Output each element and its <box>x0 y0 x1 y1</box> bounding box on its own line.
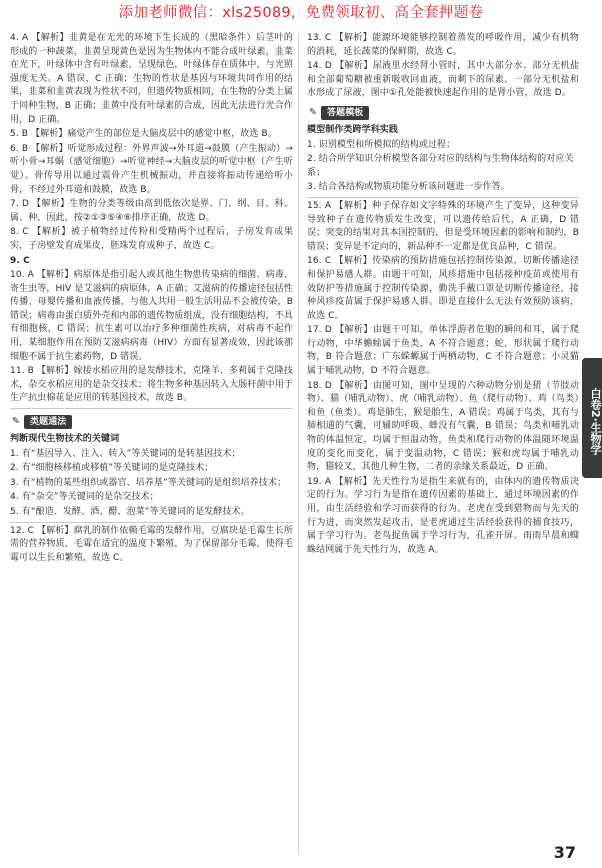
answer-q15: 15. A 【解析】种子保存如文字特殊的环境产生了变异，这种变异导致种子在遗传物质发生改变，可以遗传给后代，A 正确，D 错误；突变的结果对其本国控制的，但是受环境因素的影响和制约，B 错误；变异是不定向的，新品种不一定都是优良品种，C 错误。 <box>307 200 579 252</box>
answer-q8: 8. C 【解析】被子植物经过传粉和受精两个过程后，子房发育成果实，子房壁发育成果皮，胚珠发育成种子，故选 C。 <box>10 227 293 251</box>
tip-box-header <box>10 415 72 429</box>
answer-q16: 16. C 【解析】传染病的预防措施包括控制传染源、切断传播途径和保护易感人群。由题干可知，风疹措施中包括接种疫苗或使用有效防护等措施属于控制传染源，勤洗手戴口罩是切断传播途径，接种风疹疫苗属于保护易感人群。即是直接什么无法有效预防该病，故选 C。 <box>307 256 579 321</box>
tip-badge: 类题通法 <box>24 415 72 429</box>
tip-line: 1. 有“基因导入、注入、转入”等关键词的是转基因技术； <box>10 448 241 459</box>
page-number: 37 <box>553 843 576 862</box>
answer-q14: 14. D 【解析】尿液里水经肾小管时，其中大部分水、部分无机盐和全部葡萄糖被重新吸收回血液，而剩下的尿素、一部分无机盐和水形成了尿液，图中①孔处能被快速起作用的是肾小管，故选 D。 <box>307 61 579 99</box>
template-box-header <box>307 106 369 120</box>
template-box-title: 模型制作类跨学科实践 <box>307 124 399 135</box>
answer-q11: 11. B 【解析】嫁接水稻应用的是发酵技术，克隆羊、多莉属于克隆技术，杂交水稻应用的是杂交技术；将生物多种基因转入大肠杆菌中用于生产抗虫棉花是应用的转基因技术，故选 B。 <box>10 366 293 404</box>
template-line: 1. 识别模型和所模拟的结构或过程； <box>307 139 456 150</box>
template-line: 3. 结合各结构或物质功能分析该问题进一步作答。 <box>307 182 510 193</box>
right-column <box>307 32 579 558</box>
tip-line: 2. 有“细胞核移植或移植”等关键词的是克隆技术； <box>10 463 214 474</box>
pen-icon: ✎ <box>11 416 21 428</box>
tip-box-title: 判断现代生物技术的关键词 <box>10 434 120 445</box>
section-divider <box>307 197 579 198</box>
pen-icon: ✎ <box>308 106 318 118</box>
answer-q7: 7. D 【解析】生物的分类等级由高到低依次是界、门、纲、目、科、属、种，因此，按②①③⑤④⑥排序正确，故选 D。 <box>10 199 293 223</box>
template-line: 2. 结合所学知识分析模型各部分对应的结构与生物体结构的对应关系； <box>307 154 574 178</box>
answer-q6: 6. B 【解析】听觉形成过程：外界声波→外耳道→鼓膜（产生振动）→听小骨→耳蜗（感觉细胞）→听觉神经→大脑皮层的听觉中枢（产生听觉）。骨传导用以通过震骨产生机械振动，并直接将振动传递给听小骨，不经过外耳道和鼓膜，故选 B。 <box>10 143 293 195</box>
answer-q9: 9. C <box>10 255 30 266</box>
column-divider <box>298 34 299 854</box>
volume-side-tab: 白卷2·生物学 <box>582 358 602 478</box>
tip-line: 4. 有“杂交”等关键词的是杂交技术； <box>10 492 159 503</box>
answer-q12: 12. C 【解析】腐乳的制作依赖毛霉的发酵作用，豆腐块是毛霉生长所需的营养物质，毛霉在适宜的温度下繁殖，为了保留部分毛霉，使得毛霉可以生长和繁殖，故选 C。 <box>10 525 293 563</box>
tip-line: 5. 有“酿造、发酵、酒、醋、泡菜”等关键词的是发酵技术。 <box>10 507 250 517</box>
answer-q18: 18. D 【解析】由图可知，图中呈现的六种动物分别是猪（节肢动物）、猫（哺乳动物）、虎（哺乳动物）、鱼（爬行动物）、鸡（鸟类）和鱼（鱼类）。鸡是肺生，猴是胎生，A 错误；鸡属于鸟类，其有与肺相通的气囊，可辅助呼吸，蜂没有气囊，B 错误；鸟类和哺乳动物的体温恒定，均属于恒温动物，鱼类和爬行动物的体温随环境温度的变化而变化，属于变温动物，C 错误；猴和虎均属于哺乳动物，猫较叉，其他几种生物，二者的亲缘关系最近，D 正确。 <box>307 380 579 473</box>
left-column <box>10 32 293 566</box>
answer-q19: 19. A 【解析】先天性行为是指生来就有的，由体内的遗传物质决定的行为。学习行为是指在遗传因素的基础上，通过环境因素的作用，由生活经验和学习而获得的行为。老虎在受到猎物而与先天的行为进，而突然发起攻击，是老虎通过生活经验获得的捕食技巧，属于学习行为。老鸟捉鱼属于学习行为，孔雀开屏、雨雨早晨和蜘蛛结网属于先天性行为，故选 A。 <box>307 476 579 555</box>
answer-q5: 5. B 【解析】痛觉产生的部位是大脑皮层中的感觉中枢，故选 B。 <box>10 129 277 140</box>
answer-q17: 17. D 【解析】由题干可知，单体浮游者危胞的瞬间和耳，属于爬行动物，中华蟾蜍属于鱼类，A 不符合题意；蛇，形状属于爬行动物，B 符合题意；广东蝾螈属于两栖动物，C 不符合题意；小灵猫属于哺乳动物，D 不符合题意。 <box>307 325 579 377</box>
section-divider <box>10 522 293 523</box>
promo-banner: 添加老师微信：xls25089，免费领取初、高全套押题卷 <box>118 5 484 21</box>
answer-q13: 13. C 【解析】能源环境能够控制着蒸发的呼吸作用，减少有机物的消耗，延长蔬菜的保鲜期，故选 C。 <box>307 33 579 57</box>
tip-line: 3. 有“植物的某些组织或器官、培养基”等关键词的是组织培养技术； <box>10 477 287 488</box>
answer-q10: 10. A 【解析】病原体是指引起人或其他生物患传染病的细菌、病毒、寄生虫等，HIV 是艾滋病的病原体，A 正确；艾滋病的传播途径包括性传播、母婴传播和血液传播，与他人共用一般生活用品不会被传染，B 错误；病毒由蛋白质外壳和内部的遗传物质组成，没有细胞结构，不具有细胞核，C 错误；抗生素可以治疗多种细菌性疾病，对病毒不起作用，某细胞作用在预防艾滋病病毒（HIV）方面有显著成效，因此该那细胞不属于抗生素药物，D 错误。 <box>10 270 293 362</box>
template-badge: 答题模板 <box>321 106 369 120</box>
section-divider <box>10 408 293 409</box>
answer-q4: 4. A 【解析】韭黄是在无光的环境下生长成的（黑暗条件）后茎叶的形成的一种蔬菜，韭黄呈现黄色是因为生物体内不能合成叶绿素，韭菜在光下，叶绿体中含有叶绿素，呈现绿色，叶绿体存在质体中，与光照强度无关。A 错误，C 正确；生物的性状是基因与环境共同作用的结果，韭菜和韭黄表现为性状不同，但遗传物质相同，在生物的分类上属于同种生物，B 正确；韭黄中没有叶绿素的合成，因此无法进行光合作用，D 正确。 <box>10 33 293 125</box>
